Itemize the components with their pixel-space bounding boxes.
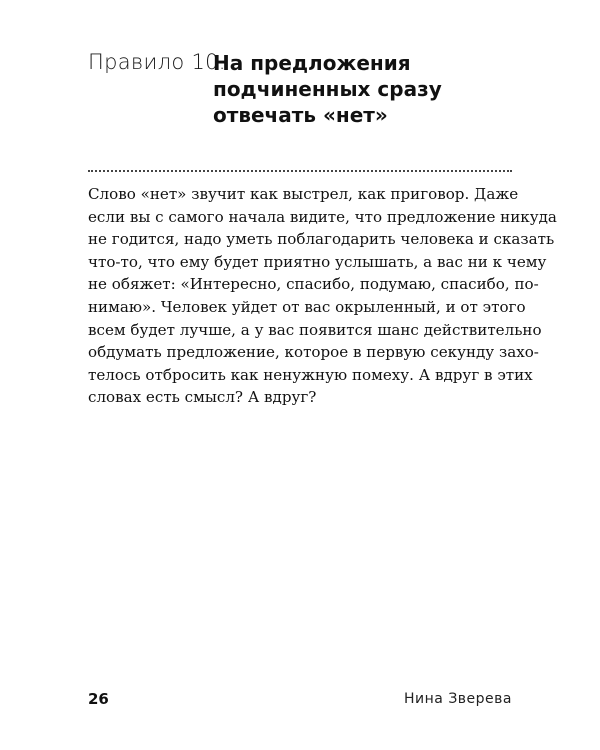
body-line: что-то, что ему будет приятно услышать, а вас ни к чему <box>88 252 547 271</box>
rule-title-line: На предложения <box>213 51 411 75</box>
page-number: 26 <box>88 690 109 708</box>
body-line: не обяжет: «Интересно, спасибо, подумаю, спасибо, по- <box>88 275 539 294</box>
body-line: если вы с самого начала видите, что предложение никуда <box>88 207 557 226</box>
body-paragraph <box>88 183 557 409</box>
body-line: телось отбросить как ненужную помеху. А вдруг в этих <box>88 365 533 384</box>
rule-number-label: Правило 10. <box>88 50 226 74</box>
body-line: всем будет лучше, а у вас появится шанс действительно <box>88 320 542 339</box>
body-line: обдумать предложение, которое в первую секунду захо- <box>88 343 539 362</box>
body-line: не годится, надо уметь поблагодарить человека и сказать <box>88 230 555 249</box>
rule-title-line: отвечать «нет» <box>213 103 388 127</box>
body-line: Слово «нет» звучит как выстрел, как приговор. Даже <box>88 185 519 203</box>
body-line: словах есть смысл? А вдруг? <box>88 388 317 407</box>
rule-title-line: подчиненных сразу <box>213 77 442 101</box>
running-footer-author: Нина Зверева <box>404 691 512 707</box>
dotted-divider <box>88 170 512 172</box>
body-line: нимаю». Человек уйдет от вас окрыленный, и от этого <box>88 297 526 316</box>
rule-title <box>213 50 513 128</box>
